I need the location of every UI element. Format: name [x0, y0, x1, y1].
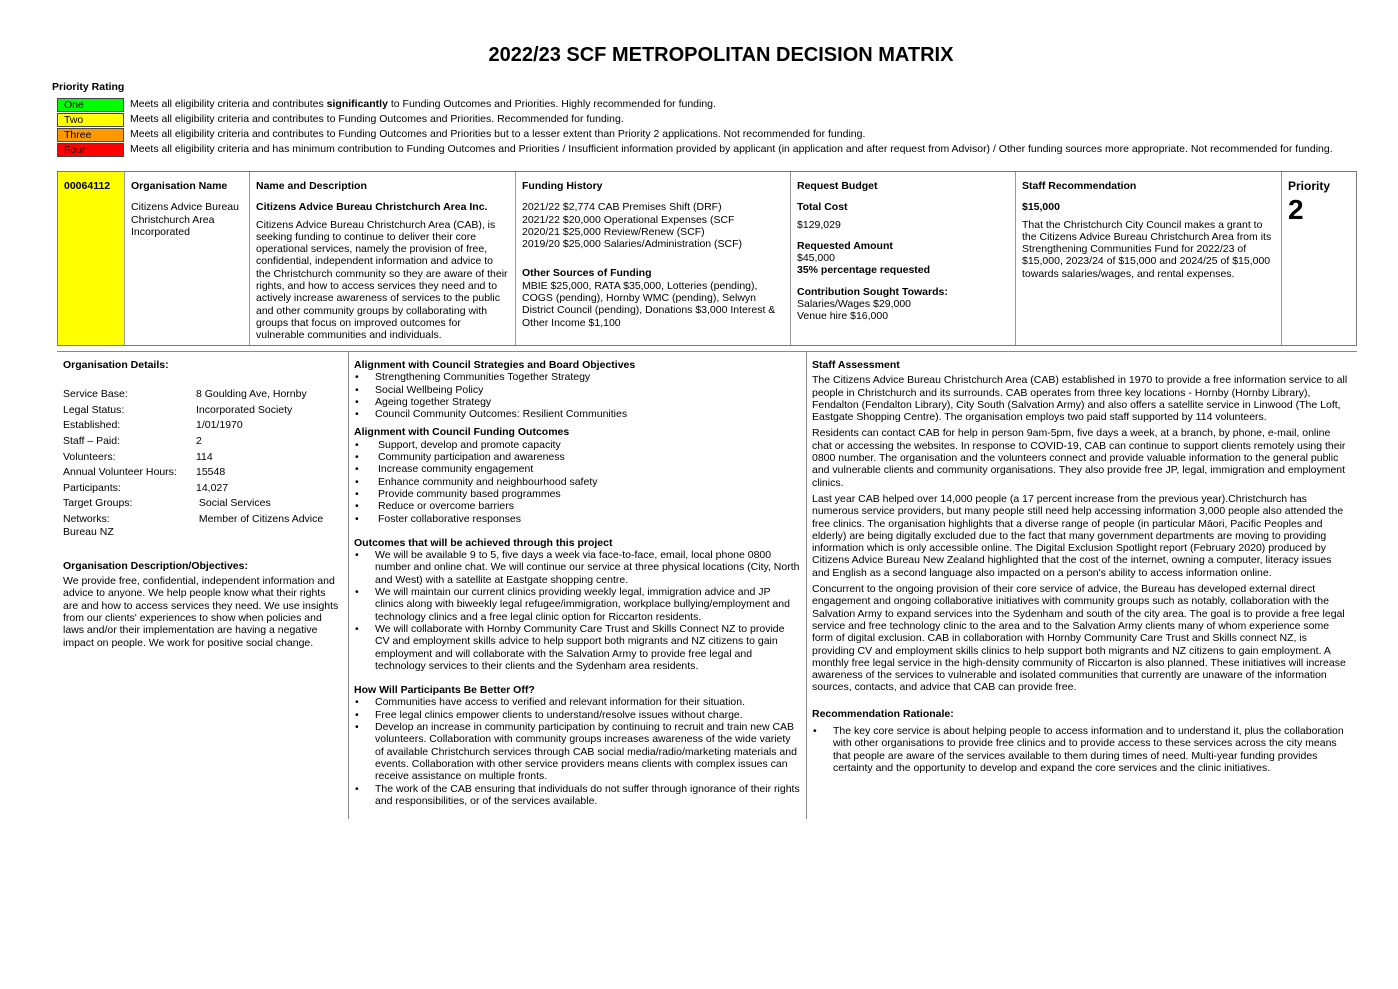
achieved-outcomes-list — [354, 549, 800, 672]
org-detail-value: 15548 — [196, 466, 226, 479]
alignment-section — [348, 352, 806, 814]
staff-recommendation-amount: $15,000 — [1022, 201, 1060, 214]
org-detail-key: Service Base: — [63, 388, 128, 401]
staff-assessment-heading: Staff Assessment — [812, 359, 900, 371]
priority-rating-row — [57, 127, 1333, 142]
org-detail-key: Target Groups: — [63, 497, 133, 510]
org-networks-continued: Bureau NZ — [63, 525, 114, 538]
assessment-paragraph: Last year CAB helped over 14,000 people (a 17 percent increase from the previous year).Christchurch has numerous service providers, but many people still need help accessing information 3,000 people also attended the free clinics. The organisation highlights that a diverse range of people (in particular Māori, Pacific Peoples and elderly) are being digitally excluded due to the fact that many government departments are moving to providing information which is only accessible online. The Digital Exclusion Spotlight report (February 2020) produced by Citizens Advice Bureau New Zealand highlighted that the cost of the internet, owning a computer, literacy issues and English as a second language also impacted on a person's ability to access information online. — [812, 492, 1344, 579]
list-item: • Community participation and awareness — [354, 451, 800, 463]
page-title: 2022/23 SCF METROPOLITAN DECISION MATRIX — [488, 44, 954, 66]
org-name: Citizens Advice Bureau Christchurch Area Incorporated — [131, 201, 239, 238]
funding-history-item: 2019/20 $25,000 Salaries/Administration (SCF) — [522, 238, 743, 251]
priority-value: 2 — [1288, 194, 1304, 226]
list-item: • Provide community based programmes — [354, 488, 800, 500]
org-description-heading: Organisation Description/Objectives: — [63, 559, 248, 572]
list-item: • Ageing together Strategy — [354, 396, 800, 408]
org-description: We provide free, confidential, independent information and advice to anyone. We help people know what their rights are and how to access services they need. We use insights from our clients' experiences to show when policies and laws and/or their implementation are having a negative impact on people. We work for positive social change. — [63, 575, 339, 649]
org-detail-row — [63, 451, 342, 467]
org-detail-key: Networks: — [63, 513, 110, 526]
funding-history-item: 2020/21 $25,000 Review/Renew (SCF) — [522, 225, 705, 238]
staff-recommendation-text: That the Christchurch City Council makes a grant to the Citizens Advice Bureau Christchurch Area from its Strengthening Communities Fund for 2022/23 of $15,000, 2023/24 of $15,000 and 2024/25 of $15,000 towards salaries/wages, and rental expenses. — [1022, 218, 1272, 280]
org-detail-key: Staff – Paid: — [63, 435, 121, 448]
org-detail-key: Participants: — [63, 481, 121, 494]
org-detail-row — [63, 513, 342, 526]
contribution-item: Venue hire $16,000 — [797, 310, 889, 323]
org-name-cell — [125, 172, 250, 345]
list-item: • Free legal clinics empower clients to understand/resolve issues without charge. — [354, 709, 800, 721]
staff-recommendation-heading: Staff Recommendation — [1022, 180, 1137, 192]
priority-swatch-two: Two — [57, 113, 124, 127]
org-detail-key: Volunteers: — [63, 450, 116, 463]
org-detail-row — [63, 435, 342, 451]
list-item: • Develop an increase in community participation by continuing to recruit and train new CAB volunteers. Collaboration with community groups increases awareness of the wide variety of available Christchurch services through CAB social media/radio/marketing materials and events. Collaboration with other service providers means clients with complex issues can receive assistance on multiple fronts. — [354, 721, 800, 782]
application-id-cell — [58, 172, 125, 345]
list-item: • Social Wellbeing Policy — [354, 384, 800, 396]
application-id: 00064112 — [64, 180, 111, 192]
funding-history-item: 2021/22 $20,000 Operational Expenses (SCF — [522, 213, 735, 226]
priority-description: Meets all eligibility criteria and contributes to Funding Outcomes and Priorities but to a lesser extent than Priority 2 applications. Not recommended for funding. — [130, 128, 866, 141]
org-name-heading: Organisation Name — [131, 180, 228, 192]
org-detail-value: 14,027 — [196, 481, 229, 494]
name-description-heading: Name and Description — [256, 180, 367, 192]
summary-table — [57, 171, 1357, 346]
contribution-heading: Contribution Sought Towards: — [797, 285, 948, 298]
org-detail-value: 1/01/1970 — [196, 419, 243, 432]
org-detail-value: Member of Citizens Advice — [196, 513, 324, 526]
list-item: • We will be available 9 to 5, five days a week via face-to-face, email, local phone 0800 number and online chat. We will continue our service at three physical locations (City, North and West) with a satellite at Eastgate shopping centre. — [354, 549, 800, 586]
better-off-list — [354, 696, 800, 807]
list-item: • We will maintain our current clinics providing weekly legal, immigration advice and JP clinics along with biweekly legal refugee/immigration, workplace bullying/employment and technology clinics and a free legal clinic option for Riccarton residents. — [354, 586, 800, 623]
priority-description: Meets all eligibility criteria and contributes significantly to Funding Outcomes and Priorities. Highly recommended for funding. — [130, 98, 716, 111]
requested-amount: $45,000 — [797, 252, 835, 265]
achieved-outcomes-heading: Outcomes that will be achieved through this project — [354, 536, 613, 549]
strategies-heading: Alignment with Council Strategies and Board Objectives — [354, 359, 636, 371]
staff-assessment — [806, 352, 1357, 781]
project-title: Citizens Advice Bureau Christchurch Area Inc. — [256, 201, 488, 214]
other-sources: MBIE $25,000, RATA $35,000, Lotteries (pending), COGS (pending), Hornby WMC (pending), Selwyn District Council (pending), Donations $3,000 Interest & Other Income $1,100 — [522, 279, 776, 329]
strategies-list — [354, 371, 800, 420]
funding-outcomes-list — [354, 439, 800, 525]
priority-swatch-three: Three — [57, 128, 124, 142]
priority-rating-label: Priority Rating — [52, 81, 125, 93]
rationale-list — [812, 725, 1351, 774]
better-off-heading: How Will Participants Be Better Off? — [354, 684, 535, 697]
name-description-cell — [250, 172, 516, 345]
priority-swatch-four: Four — [57, 143, 124, 157]
assessment-paragraph: The Citizens Advice Bureau Christchurch Area (CAB) established in 1970 to provide a free information service to all people in Christchurch and its surrounds. CAB operates from three key locations - Hornby (Hornby Library), Fendalton (Fendalton Library), City South (Salvation Army) and also offers a satellite service in Linwood (The Loft, Eastgate Shopping Centre). The organisation employs two paid staff supported by 114 volunteers. — [812, 374, 1348, 424]
assessment-paragraph: Residents can contact CAB for help in person 9am-5pm, five days a week, at a branch, by phone, e-mail, online chat or accessing the websites. In response to COVID-19, CAB can continue to support clients remotely using their 0800 number. The organisation and the volunteers connect and provide valuable information to the general public and vulnerable clients and community organisations. They also provide free JP, legal, immigration and employment clinics. — [812, 427, 1346, 489]
list-item: • Increase community engagement — [354, 463, 800, 475]
org-detail-row — [63, 388, 342, 404]
list-item: • Communities have access to verified and relevant information for their situation. — [354, 696, 800, 708]
org-detail-value: 2 — [196, 435, 202, 448]
percentage-requested: 35% percentage requested — [797, 264, 931, 277]
list-item: • Enhance community and neighbourhood safety — [354, 476, 800, 488]
staff-recommendation-cell — [1016, 172, 1282, 345]
org-details-heading: Organisation Details: — [63, 359, 169, 371]
request-budget-heading: Request Budget — [797, 180, 878, 192]
priority-description: Meets all eligibility criteria and contributes to Funding Outcomes and Priorities. Recommended for funding. — [130, 113, 624, 126]
org-detail-row — [63, 419, 342, 435]
list-item: • We will collaborate with Hornby Community Care Trust and Skills Connect NZ to provide CV and employment skills advice to help support both migrants and NZ citizens to gain employment and will collaborate with the Salvation Army to provide free legal and technology services to their clients and the Sydenham area residents. — [354, 623, 800, 672]
priority-rating-legend — [57, 97, 1333, 157]
priority-rating-row — [57, 97, 1333, 112]
org-detail-row — [63, 482, 342, 498]
org-detail-value: 114 — [196, 450, 213, 463]
assessment-paragraph: Concurrent to the ongoing provision of their core service of advice, the Bureau has developed external direct engagement and ongoing collaborative initiatives with community groups such as notably, collaboration with the Salvation Army to expand services into the Sydenham and south of the city area. The goal is to provide a free legal service and free technology clinic to the area and to the Salvation Army clients many of whom experience some form of digital exclusion. CAB in collaboration with Hornby Community Care Trust and Skills connect NZ, is providing CV and employment skills clinics to help support both migrants and NZ citizens to gain employment. A monthly free legal service in the high-density community of Riccarton is also planned. These initiatives will increase awareness of the services to vulnerable and isolated communities that currently are unaware of the information sources, contacts, and advice that CAB can provide free. — [812, 583, 1346, 694]
org-detail-value: Incorporated Society — [196, 403, 293, 416]
list-item: • Council Community Outcomes: Resilient Communities — [354, 408, 800, 420]
list-item: • The work of the CAB ensuring that individuals do not suffer through ignorance of their rights and responsibilities, or of the services available. — [354, 783, 800, 808]
other-sources-heading: Other Sources of Funding — [522, 267, 652, 280]
priority-rating-row — [57, 142, 1333, 157]
request-budget-cell — [791, 172, 1016, 345]
funding-outcomes-heading: Alignment with Council Funding Outcomes — [354, 426, 570, 439]
list-item: • Foster collaborative responses — [354, 513, 800, 525]
organisation-details — [57, 352, 348, 656]
total-cost: $129,029 — [797, 218, 841, 231]
project-description: Citizens Advice Bureau Christchurch Area (CAB), is seeking funding to continue to deliver their core operational services, namely the provision of free, confidential, independent information and advice to the Christchurch community so they are aware of their rights, and how to access services they need and to actively increase awareness of services to the public and other community groups by collaborating with groups that focus on improved outcomes for vulnerable communities and individuals. — [256, 218, 508, 342]
funding-history-heading: Funding History — [522, 180, 603, 192]
org-detail-value: Social Services — [196, 497, 271, 510]
org-detail-key: Established: — [63, 419, 121, 432]
priority-cell — [1282, 172, 1356, 345]
funding-history-item: 2021/22 $2,774 CAB Premises Shift (DRF) — [522, 201, 722, 214]
total-cost-heading: Total Cost — [797, 201, 848, 214]
priority-heading: Priority — [1288, 179, 1331, 193]
org-detail-key: Legal Status: — [63, 403, 125, 416]
org-detail-key: Annual Volunteer Hours: — [63, 466, 177, 479]
priority-description: Meets all eligibility criteria and has minimum contribution to Funding Outcomes and Priorities / Insufficient information provided by applicant (in application and after request from Advisor) / Other funding sources more appropriate. Not recommended for funding. — [130, 143, 1333, 156]
list-item: • Reduce or overcome barriers — [354, 500, 800, 512]
list-item: • Support, develop and promote capacity — [354, 439, 800, 451]
priority-swatch-one: One — [57, 98, 124, 112]
org-detail-row — [63, 497, 342, 513]
org-detail-value: 8 Goulding Ave, Hornby — [196, 388, 307, 401]
contribution-item: Salaries/Wages $29,000 — [797, 298, 912, 311]
list-item: • Strengthening Communities Together Strategy — [354, 371, 800, 383]
list-item: • The key core service is about helping people to access information and to understand it, plus the collaboration with other organisations to provide free clinics and to provide access to these services across the city means that people are aware of the services available to them during times of need. Multi-year funding provides certainty and the opportunity to develop and expand the core services and the clinic initiatives. — [812, 725, 1351, 774]
org-detail-row — [63, 466, 342, 482]
requested-amount-heading: Requested Amount — [797, 239, 893, 252]
priority-rating-row — [57, 112, 1333, 127]
org-detail-row — [63, 404, 342, 420]
rationale-heading: Recommendation Rationale: — [812, 707, 954, 720]
funding-history-cell — [516, 172, 791, 345]
